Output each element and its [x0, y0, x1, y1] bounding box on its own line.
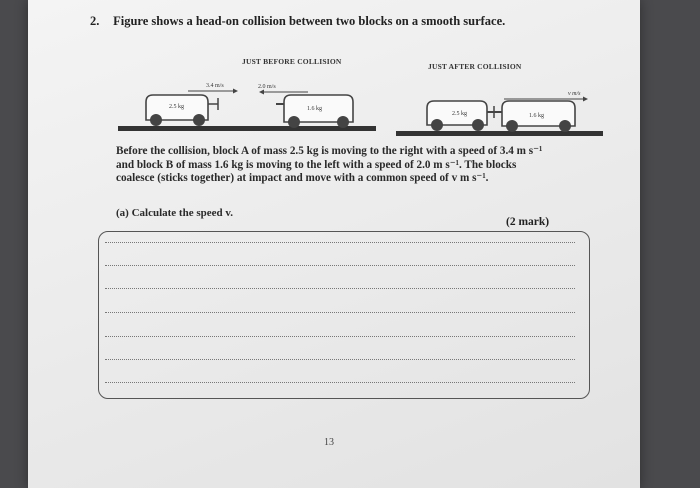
paragraph-line-3: coalesce (sticks together) at impact and move with a common speed of v m s⁻¹.: [116, 172, 489, 184]
after-collision-label: JUST AFTER COLLISION: [428, 62, 522, 71]
before-collision-label: JUST BEFORE COLLISION: [242, 57, 342, 66]
answer-line: [105, 265, 575, 266]
after-block-b-mass: 1.6 kg: [529, 113, 544, 119]
marks-label: (2 mark): [506, 216, 550, 228]
subquestion-a: (a) Calculate the speed v.: [116, 207, 234, 219]
block-a-mass: 2.5 kg: [169, 104, 184, 110]
answer-line: [105, 336, 575, 337]
paragraph-line-2: and block B of mass 1.6 kg is moving to the left with a speed of 2.0 m s⁻¹. The blocks: [116, 158, 517, 171]
problem-paragraph: [116, 145, 606, 186]
block-b-speed: 2.0 m/s: [258, 84, 276, 90]
surface-before: [118, 126, 376, 131]
page-number: 13: [324, 437, 334, 448]
exam-page: [28, 0, 640, 488]
question-number: 2.: [90, 14, 100, 28]
surface-after: [396, 131, 603, 136]
answer-line: [105, 288, 575, 289]
combined-blocks: [427, 101, 575, 132]
after-block-a-mass: 2.5 kg: [452, 111, 467, 117]
collision-figure: [28, 0, 640, 145]
velocity-arrowhead-a: [233, 89, 238, 94]
velocity-arrowhead-b: [259, 90, 264, 95]
question-text: Figure shows a head-on collision between two blocks on a smooth surface.: [113, 14, 506, 28]
block-a: [146, 95, 218, 126]
block-b-mass: 1.6 kg: [307, 106, 322, 112]
velocity-arrowhead-after: [583, 97, 588, 102]
paragraph-line-1: Before the collision, block A of mass 2.5 kg is moving to the right with a speed of 3.4 m s⁻¹: [116, 145, 543, 157]
block-a-speed: 3.4 m/s: [206, 83, 224, 89]
answer-line: [105, 312, 575, 313]
after-speed: v m/s: [568, 91, 581, 97]
answer-box[interactable]: [98, 231, 590, 399]
answer-line: [105, 242, 575, 243]
answer-line: [105, 359, 575, 360]
answer-line: [105, 382, 575, 383]
